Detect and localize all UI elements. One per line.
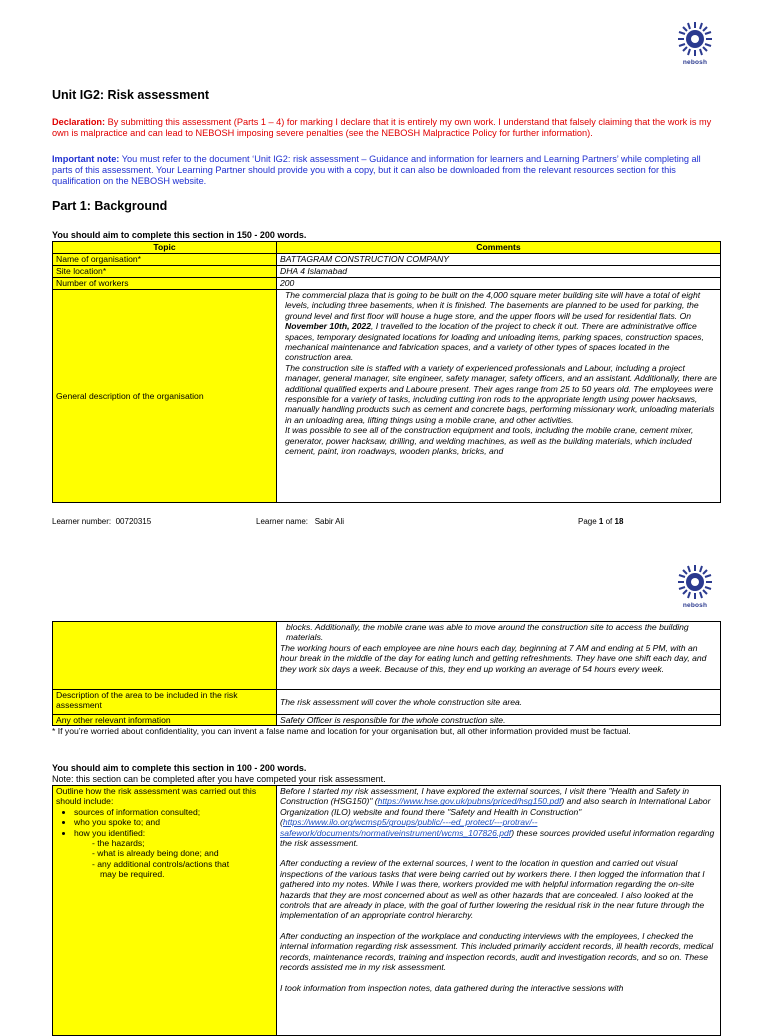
topic-cell: Name of organisation*	[53, 254, 277, 266]
comments-header: Comments	[277, 242, 721, 254]
list-item: • how you identified:	[74, 828, 273, 838]
learner-number-value: 00720315	[115, 517, 152, 526]
background-table-continued	[52, 621, 721, 726]
declaration-label: Declaration:	[52, 117, 106, 127]
list-item: - any additional controls/actions that	[92, 858, 230, 869]
comment-cell: Safety Officer is responsible for the whole construction site.	[277, 715, 721, 726]
part-aim: You should aim to complete this section in 100 - 200 words.	[52, 763, 307, 773]
important-note-label: Important note:	[52, 154, 120, 164]
declaration	[52, 117, 720, 139]
page-number: Page 1 of 18	[578, 517, 624, 526]
general-paragraph: It was possible to see all of the construction equipment and tools, including the mobile crane, cement mixer, generator, power hacksaw, drilling, and welding machines, as well as the building materials, which included cement, paint, iron roadways, wooden planks, bricks, and	[285, 425, 694, 457]
general-description-cell	[277, 622, 721, 690]
general-paragraph: The commercial plaza that is going to be built on the 4,000 square meter building site will have a total of eight levels, including three basements, when it is finished. The basements are planned to be used for parking, the ground level and first floor will house a huge store, and the upper floors will be used for residential flats. On November 10th, 2022, I travelled to the location of the project to check it out. There are administrative office spaces, temporary designated locations for loading and unloading items, parking spaces, construction spaces, mechanical maintenance and fabrication spaces, and a variety of other types of spaces located in the construction area.	[285, 290, 704, 363]
comment-cell: The risk assessment will cover the whole construction site area.	[277, 690, 721, 715]
nebosh-logo	[676, 20, 714, 72]
hse-link[interactable]: https://www.hse.gov.uk/pubns/priced/hsg150.pdf	[377, 796, 562, 807]
outline-cell	[53, 786, 277, 1036]
topic-cell: Site location*	[53, 266, 277, 278]
part-note: Note: this section can be completed after you have competed your risk assessment.	[52, 774, 386, 784]
part1-aim: You should aim to complete this section in 150 - 200 words.	[52, 230, 307, 240]
method-paragraph: I took information from inspection notes, data gathered during the interactive sessions with	[280, 982, 624, 993]
logo-text: nebosh	[682, 602, 708, 609]
learner-number: Learner number: 00720315	[52, 517, 152, 526]
important-note-text: You must refer to the document ‘Unit IG2: risk assessment – Guidance and information for learners and Learning Partners’ while completing all parts of this assessment. Your Learning Partner should provide you with a copy, but it can also be downloaded from the relevant resources section for this qualification on the NEBOSH website.	[52, 154, 701, 186]
logo-text: nebosh	[682, 59, 708, 66]
learner-name-value: Sabir Ali	[314, 517, 345, 526]
topic-header: Topic	[53, 242, 277, 254]
method-paragraph: After conducting an inspection of the workplace and conducting interviews with the employees, I checked the internal information regarding risk assessment. This included primarily accident records, ill health records, medical records, maintenance records, training and inspection records, audit and investigation records, and so on. These records assisted me in my risk assessment.	[280, 930, 714, 973]
part1-heading: Part 1: Background	[52, 199, 168, 213]
list-item: - the hazards;	[92, 838, 145, 849]
topic-cell: Number of workers	[53, 278, 277, 290]
list-item: • sources of information consulted;	[74, 807, 273, 817]
method-paragraph: After conducting a review of the external sources, I went to the location in question and carried out visual inspections of the various tasks that were being carried out by workers there. I then logged the information that I gathered into my notes. While I was there, workers provided me with helpful information regarding the on-site hazards that they are most concerned about as well as other hazards that are concealed. I also looked at the controls that are already in place, with the goal of further lowering the residual risk in the near future through the implementation of an appropriate control hierarchy.	[280, 858, 705, 921]
topic-cell: Any other relevant information	[53, 715, 277, 726]
list-item: - what is already being done; and	[92, 848, 219, 859]
comment-cell: DHA 4 Islamabad	[277, 266, 721, 278]
topic-cell: General description of the organisation	[53, 290, 277, 503]
general-paragraph: The construction site is staffed with a variety of experienced professionals and Labour, including a project manager, general manager, site engineer, safety manager, safety officers, and an assistant. Additionally, there are additional qualified experts and Laboure present. Their ages range from 25 to 50 years old. The employees were responsible for a variety of tasks, including cutting iron rods to the appropriate length using power hacksaws, manually handling products such as cement and concrete bags, performing missionary work, unloading materials in an unloading area, lifting things using a mobile crane, and other activities.	[285, 362, 717, 425]
general-paragraph: blocks. Additionally, the mobile crane was able to move around the construction site to access the building materials.	[286, 622, 689, 643]
method-paragraph: Before I started my risk assessment, I have explored the external sources, I visit there "Health and Safety in Construction (HSG150)" (https://www.hse.gov.uk/pubns/priced/hsg150.pdf) and also search in International Labor Organization (ILO) website and found there "Safety and Health in Construction" (https://www.ilo.org/wcmsp5/groups/public/---ed_protect/---protrav/--safework/documents/normativeinstrument/wcms_107826.pdf) these sources provided useful information regarding the risk assessment.	[280, 786, 715, 849]
date-text: November 10th, 2022	[285, 321, 371, 332]
nebosh-logo	[676, 563, 714, 615]
comment-cell: BATTAGRAM CONSTRUCTION COMPANY	[277, 254, 721, 266]
ilo-link[interactable]: https://www.ilo.org/wcmsp5/groups/public/---ed_protect/---protrav/--safework/documents/normativeinstrument/wcms_107826.pdf	[280, 817, 538, 838]
general-paragraph: The working hours of each employee are nine hours each day, beginning at 7 AM and ending at 5 PM, with an hour break in the middle of the day for eating lunch and getting refreshments. They have one shift each day, and they work six days a week. Because of this, they end up working an average of 54 hours every week.	[280, 642, 707, 674]
important-note	[52, 154, 720, 187]
nebosh-logo-icon	[676, 20, 714, 58]
confidentiality-footnote: * If you’re worried about confidentiality, you can invent a false name and location for your organisation but, all other information provided must be factual.	[52, 726, 631, 736]
method-table	[52, 785, 721, 1036]
list-item: may be required.	[100, 869, 165, 880]
topic-cell	[53, 622, 277, 690]
declaration-text: By submitting this assessment (Parts 1 – 4) for marking I declare that it is entirely my own work. I understand that falsely claiming that the work is my own is malpractice and can lead to NEBOSH imposing severe penalties (see the NEBOSH Malpractice Policy for further information).	[52, 117, 712, 138]
list-item: • who you spoke to; and	[74, 817, 273, 827]
background-table	[52, 241, 721, 503]
learner-name: Learner name: Sabir Ali	[256, 517, 345, 526]
general-description-cell	[277, 290, 721, 503]
page-title: Unit IG2: Risk assessment	[52, 88, 210, 102]
method-description-cell	[277, 786, 721, 1036]
outline-list	[56, 807, 273, 838]
outline-intro: Outline how the risk assessment was carried out this should include:	[56, 786, 257, 807]
topic-cell: Description of the area to be included in the risk assessment	[53, 690, 277, 715]
nebosh-logo-icon	[676, 563, 714, 601]
comment-cell: 200	[277, 278, 721, 290]
